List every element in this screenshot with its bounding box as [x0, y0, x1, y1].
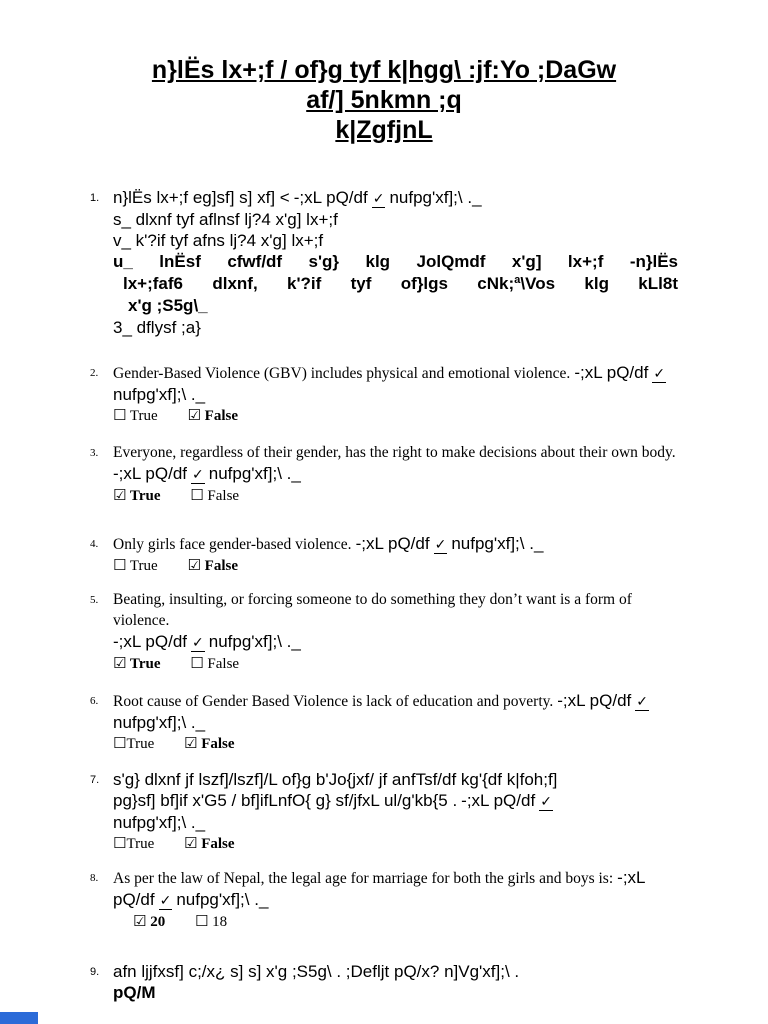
question-8-options — [113, 913, 678, 932]
checkmark-icon: ✓ — [159, 893, 172, 909]
question-5-number: 5. — [90, 594, 99, 606]
question-7-text-line3: nufpg'xf];\ ._ — [113, 813, 206, 832]
question-3-number: 3. — [90, 447, 99, 459]
page-title — [90, 55, 678, 145]
q1-option-a: s_ dlxnf tyf aflnsf lj?4 x'g] lx+;f — [113, 210, 338, 229]
q6-option-false[interactable]: ☑ False — [184, 736, 235, 752]
question-6-text-cont: nufpg'xf];\ ._ — [113, 713, 206, 732]
q1-option-c-line1: u_ lnËsf cfwf/df s'g} klg JolQmdf x'g] lx+;f -n}lËs — [113, 252, 678, 271]
question-9-answer-label: pQ/M — [113, 983, 156, 1002]
question-9-text: afn ljjfxsf] c;/x¿ s] s] x'g ;S5g\ . ;Defljt pQ/x? n]Vg'xf];\ . — [113, 962, 520, 981]
question-8-number: 8. — [90, 872, 99, 884]
question-5-text: Beating, insulting, or forcing someone to do something they don’t want is a form of violence. — [113, 591, 632, 629]
q5-option-true[interactable]: ☑ True — [113, 656, 161, 672]
q1-option-c-line3: x'g ;S5g\_ — [128, 296, 208, 315]
question-4-number: 4. — [90, 538, 99, 550]
question-6-number: 6. — [90, 695, 99, 707]
question-6 — [90, 690, 678, 754]
title-line-3: k|ZgfjnL — [335, 116, 433, 144]
question-1-text: n}lËs lx+;f eg]sf] s] xf] < -;xL pQ/df ✓ nufpg'xf];\ ._ — [113, 188, 482, 207]
question-4 — [90, 533, 678, 576]
q5-option-false[interactable]: ☐ False — [190, 656, 240, 672]
question-7-text-line2: pg}sf] bf]if x'G5 / bf]ifLnfO{ g} sf/jfxL ul/g'kb{5 . -;xL pQ/df ✓ — [113, 791, 552, 810]
question-3-options — [113, 487, 678, 506]
title-line-1: n}lËs lx+;f / of}g tyf k|hgg\ :jf:Yo ;DaGw — [151, 56, 617, 84]
q1-option-c-line2: lx+;faf6 dlxnf, k'?if tyf of}lgs cNk;ª\Vos klg kLl8t — [123, 274, 678, 293]
question-8-text-cont: pQ/df ✓ nufpg'xf];\ ._ — [113, 890, 269, 909]
q1-option-d: 3_ dflysf ;a} — [113, 318, 201, 337]
question-7 — [90, 769, 678, 854]
question-3-text-cont: -;xL pQ/df ✓ nufpg'xf];\ ._ — [113, 464, 301, 483]
question-3-text: Everyone, regardless of their gender, has the right to make decisions about their own body. — [113, 444, 676, 461]
q4-option-true[interactable]: ☐ True — [113, 558, 158, 574]
checkmark-icon: ✓ — [372, 191, 385, 207]
question-2-text-cont: nufpg'xf];\ ._ — [113, 385, 206, 404]
question-6-options — [113, 735, 678, 754]
question-2-number: 2. — [90, 367, 99, 379]
q2-option-false[interactable]: ☑ False — [187, 408, 238, 424]
question-7-options — [113, 835, 678, 854]
q8-option-18[interactable]: ☐ 18 — [194, 914, 228, 930]
question-5 — [90, 589, 678, 674]
title-line-2: af/] 5nkmn ;q — [306, 86, 462, 114]
q8-option-20[interactable]: ☑ 20 — [133, 914, 166, 930]
q6-option-true[interactable]: ☐True — [113, 736, 155, 752]
checkmark-icon: ✓ — [192, 635, 204, 651]
question-9 — [90, 961, 678, 1003]
question-6-text: Root cause of Gender Based Violence is lack of education and poverty. -;xL pQ/df ✓ — [113, 691, 648, 710]
q3-option-true[interactable]: ☑ True — [113, 488, 161, 504]
question-8 — [90, 867, 678, 932]
checkmark-icon: ✓ — [192, 467, 204, 483]
question-7-number: 7. — [90, 774, 100, 786]
question-3 — [90, 442, 678, 506]
checkmark-icon: ✓ — [540, 794, 552, 810]
question-2-text: Gender-Based Violence (GBV) includes physical and emotional violence. -;xL pQ/df ✓ — [113, 363, 666, 382]
question-9-number: 9. — [90, 966, 100, 978]
question-4-options — [113, 557, 678, 576]
question-1 — [90, 187, 678, 338]
q7-option-false[interactable]: ☑ False — [184, 836, 235, 852]
checkmark-icon: ✓ — [434, 537, 447, 553]
question-5-options — [113, 655, 678, 674]
question-2-options — [113, 407, 678, 426]
question-2 — [90, 362, 678, 426]
question-7-text-line1: s'g} dlxnf jf lszf]/lszf]/L of}g b'Jo{jxf/ jf anfTsf/df kg'{df k|foh;f] — [113, 770, 558, 789]
checkmark-icon: ✓ — [653, 366, 666, 382]
q4-option-false[interactable]: ☑ False — [187, 558, 238, 574]
q2-option-true[interactable]: ☐ True — [113, 408, 158, 424]
q7-option-true[interactable]: ☐True — [113, 836, 155, 852]
question-8-text: As per the law of Nepal, the legal age for marriage for both the girls and boys is: -;xL — [113, 868, 646, 887]
checkmark-icon: ✓ — [636, 694, 648, 710]
q3-option-false[interactable]: ☐ False — [190, 488, 240, 504]
viewer-corner-accent[interactable] — [0, 1012, 38, 1024]
q1-option-b: v_ k'?if tyf afns lj?4 x'g] lx+;f — [113, 231, 324, 250]
question-4-text: Only girls face gender-based violence. -;xL pQ/df ✓ nufpg'xf];\ ._ — [113, 534, 544, 553]
question-5-text-cont: -;xL pQ/df ✓ nufpg'xf];\ ._ — [113, 632, 301, 651]
question-1-number: 1. — [90, 192, 100, 204]
